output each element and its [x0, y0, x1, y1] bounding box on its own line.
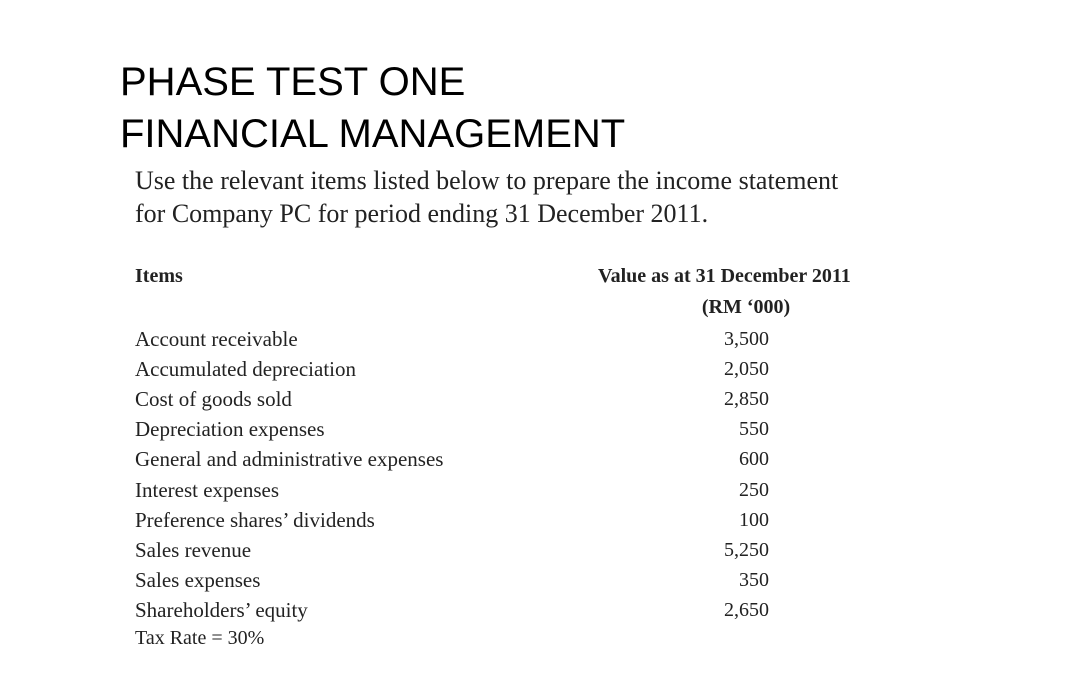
table-row [135, 535, 835, 565]
item-label: General and administrative expenses [135, 447, 444, 472]
instruction-line-1: Use the relevant items listed below to prepare the income statement [135, 166, 839, 195]
item-value: 5,250 [724, 538, 769, 561]
items-table [135, 324, 835, 626]
items-column-header: Items [135, 265, 183, 287]
page-title [120, 56, 625, 160]
item-value: 250 [739, 478, 769, 501]
item-label: Cost of goods sold [135, 386, 292, 411]
item-value: 3,500 [724, 327, 769, 350]
value-unit-header: (RM ‘000) [701, 296, 791, 318]
item-value: 600 [739, 448, 769, 471]
value-column-header: Value as at 31 December 2011 [598, 265, 851, 287]
item-label: Interest expenses [135, 477, 280, 502]
item-label: Account receivable [135, 326, 298, 351]
table-row [135, 354, 835, 384]
table-row [135, 596, 835, 626]
tax-rate-note: Tax Rate = 30% [135, 627, 265, 649]
table-row [135, 505, 835, 535]
table-row [135, 415, 835, 445]
table-row [135, 384, 835, 414]
item-value: 100 [739, 508, 769, 531]
instruction-line-2: for Company PC for period ending 31 December 2011. [135, 199, 709, 228]
item-value: 550 [739, 418, 769, 441]
item-label: Preference shares’ dividends [135, 507, 375, 532]
item-label: Sales expenses [135, 568, 261, 593]
title-line-2: FINANCIAL MANAGEMENT [120, 112, 626, 156]
table-row [135, 324, 835, 354]
item-value: 2,850 [724, 387, 769, 410]
title-line-1: PHASE TEST ONE [120, 60, 466, 104]
item-value: 2,050 [724, 357, 769, 380]
item-value: 2,650 [724, 599, 769, 622]
item-value: 350 [739, 569, 769, 592]
instruction-text [135, 164, 1035, 230]
table-row [135, 566, 835, 596]
item-label: Shareholders’ equity [135, 598, 308, 623]
table-row [135, 445, 835, 475]
item-label: Accumulated depreciation [135, 356, 356, 381]
item-label: Depreciation expenses [135, 417, 325, 442]
table-row [135, 475, 835, 505]
item-label: Sales revenue [135, 537, 252, 562]
